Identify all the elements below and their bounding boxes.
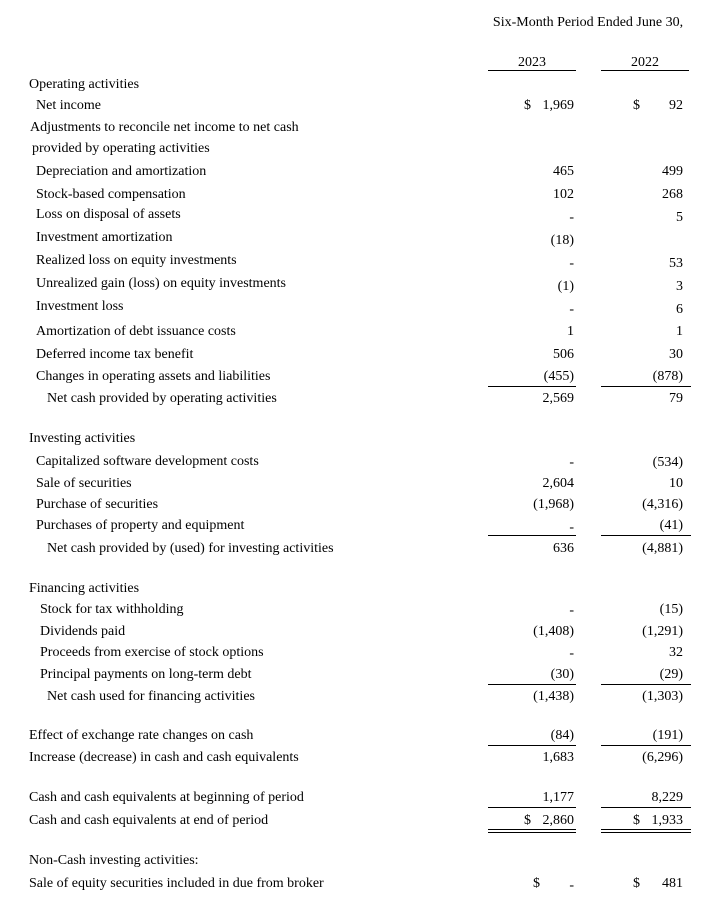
net-income-2023: 1,969 bbox=[542, 98, 574, 113]
column-header-2023: 2023 bbox=[518, 55, 546, 70]
cash-end-2022: 1,933 bbox=[651, 813, 683, 828]
subtotal-rule bbox=[601, 386, 691, 387]
total-double-rule bbox=[601, 829, 691, 833]
currency-symbol: $ bbox=[524, 98, 531, 113]
row-label: Principal payments on long-term debt bbox=[40, 667, 252, 682]
net-income-label: Net income bbox=[36, 98, 101, 113]
cash-change-label: Increase (decrease) in cash and cash equivalents bbox=[29, 750, 299, 765]
value-2022: (15) bbox=[659, 602, 683, 617]
currency-symbol: $ bbox=[533, 876, 540, 891]
value-2022: 1 bbox=[676, 324, 683, 339]
cash-change-2023: 1,683 bbox=[542, 750, 574, 765]
noncash-title: Non-Cash investing activities: bbox=[29, 853, 199, 868]
value-2023: - bbox=[569, 603, 574, 618]
row-label: Investment amortization bbox=[36, 230, 173, 245]
value-2023: (455) bbox=[543, 369, 574, 384]
value-2023: 1 bbox=[567, 324, 574, 339]
period-title: Six-Month Period Ended June 30, bbox=[492, 15, 684, 30]
value-2022: 268 bbox=[662, 187, 683, 202]
value-2023: - bbox=[569, 302, 574, 317]
noncash-2022: 481 bbox=[662, 876, 683, 891]
value-2023: (1,408) bbox=[533, 624, 574, 639]
noncash-row-label: Sale of equity securities included in due from broker bbox=[29, 876, 324, 891]
row-label: Investment loss bbox=[36, 299, 124, 314]
value-2022: (534) bbox=[652, 455, 683, 470]
fx-effect-2022: (191) bbox=[652, 728, 683, 743]
section-title-operating: Operating activities bbox=[29, 77, 140, 92]
value-2022: (1,291) bbox=[642, 624, 683, 639]
fx-effect-label: Effect of exchange rate changes on cash bbox=[29, 728, 254, 743]
period-header bbox=[488, 14, 688, 32]
value-2022: 32 bbox=[669, 645, 683, 660]
cash-begin-2023: 1,177 bbox=[542, 790, 574, 805]
subtotal-rule bbox=[601, 807, 691, 808]
value-2022: 6 bbox=[676, 302, 683, 317]
value-2022: (878) bbox=[652, 369, 683, 384]
currency-symbol: $ bbox=[524, 813, 531, 828]
total-label: Net cash provided by operating activities bbox=[47, 391, 277, 406]
total-2022: (1,303) bbox=[642, 689, 683, 704]
cash-end-label: Cash and cash equivalents at end of period bbox=[29, 813, 269, 828]
value-2022: 499 bbox=[662, 164, 683, 179]
row-label: Stock for tax withholding bbox=[40, 602, 184, 617]
subtotal-rule bbox=[488, 535, 576, 536]
value-2023: (30) bbox=[550, 667, 574, 682]
currency-symbol: $ bbox=[633, 876, 640, 891]
column-header-2022: 2022 bbox=[631, 55, 659, 70]
total-label: Net cash used for financing activities bbox=[47, 689, 255, 704]
subtotal-rule bbox=[488, 807, 576, 808]
row-label: Purchases of property and equipment bbox=[36, 518, 245, 533]
total-double-rule bbox=[488, 829, 576, 833]
total-label: Net cash provided by (used) for investing activities bbox=[47, 541, 334, 556]
value-2022: (29) bbox=[659, 667, 683, 682]
subtotal-rule bbox=[601, 684, 691, 685]
value-2023: 506 bbox=[553, 347, 574, 362]
value-2022: 30 bbox=[669, 347, 683, 362]
value-2022: (4,316) bbox=[642, 497, 683, 512]
value-2023: 2,604 bbox=[542, 476, 574, 491]
value-2023: - bbox=[569, 455, 574, 470]
row-label: Amortization of debt issuance costs bbox=[36, 324, 236, 339]
net-income-2022: 92 bbox=[669, 98, 683, 113]
value-2022: 10 bbox=[669, 476, 683, 491]
value-2023: - bbox=[569, 520, 574, 535]
value-2022: 3 bbox=[676, 279, 683, 294]
value-2022: 5 bbox=[676, 210, 683, 225]
row-label: Depreciation and amortization bbox=[36, 164, 207, 179]
value-2022: (41) bbox=[659, 518, 683, 533]
cash-begin-2022: 8,229 bbox=[651, 790, 683, 805]
cash-begin-label: Cash and cash equivalents at beginning of period bbox=[29, 790, 304, 805]
currency-symbol: $ bbox=[633, 98, 640, 113]
subtotal-rule bbox=[488, 745, 576, 746]
row-label: Deferred income tax benefit bbox=[36, 347, 194, 362]
total-2023: (1,438) bbox=[533, 689, 574, 704]
value-2022: 53 bbox=[669, 256, 683, 271]
cash-change-2022: (6,296) bbox=[642, 750, 683, 765]
total-2023: 2,569 bbox=[542, 391, 574, 406]
section-title-investing: Investing activities bbox=[29, 431, 136, 446]
adjustments-label-line2: provided by operating activities bbox=[32, 141, 210, 156]
value-2023: - bbox=[569, 256, 574, 271]
value-2023: (1) bbox=[557, 279, 574, 294]
row-label: Purchase of securities bbox=[36, 497, 159, 512]
subtotal-rule bbox=[488, 386, 576, 387]
row-label: Proceeds from exercise of stock options bbox=[40, 645, 264, 660]
cash-end-2023: 2,860 bbox=[542, 813, 574, 828]
noncash-2023: - bbox=[569, 878, 574, 893]
total-2022: (4,881) bbox=[642, 541, 683, 556]
section-title-financing: Financing activities bbox=[29, 581, 140, 596]
value-2023: (1,968) bbox=[533, 497, 574, 512]
subtotal-rule bbox=[601, 745, 691, 746]
value-2023: - bbox=[569, 646, 574, 661]
value-2023: 102 bbox=[553, 187, 574, 202]
row-label: Loss on disposal of assets bbox=[36, 207, 181, 222]
row-label: Sale of securities bbox=[36, 476, 132, 491]
currency-symbol: $ bbox=[633, 813, 640, 828]
row-label: Unrealized gain (loss) on equity investments bbox=[36, 276, 286, 291]
subtotal-rule bbox=[601, 535, 691, 536]
fx-effect-2023: (84) bbox=[550, 728, 574, 743]
subtotal-rule bbox=[488, 684, 576, 685]
row-label: Stock-based compensation bbox=[36, 187, 186, 202]
total-2022: 79 bbox=[669, 391, 683, 406]
row-label: Capitalized software development costs bbox=[36, 454, 259, 469]
value-2023: 465 bbox=[553, 164, 574, 179]
row-label: Changes in operating assets and liabilities bbox=[36, 369, 271, 384]
total-2023: 636 bbox=[553, 541, 574, 556]
row-label: Realized loss on equity investments bbox=[36, 253, 237, 268]
row-label: Dividends paid bbox=[40, 624, 126, 639]
value-2023: (18) bbox=[550, 233, 574, 248]
value-2023: - bbox=[569, 210, 574, 225]
adjustments-label-line1: Adjustments to reconcile net income to net cash bbox=[30, 120, 299, 135]
